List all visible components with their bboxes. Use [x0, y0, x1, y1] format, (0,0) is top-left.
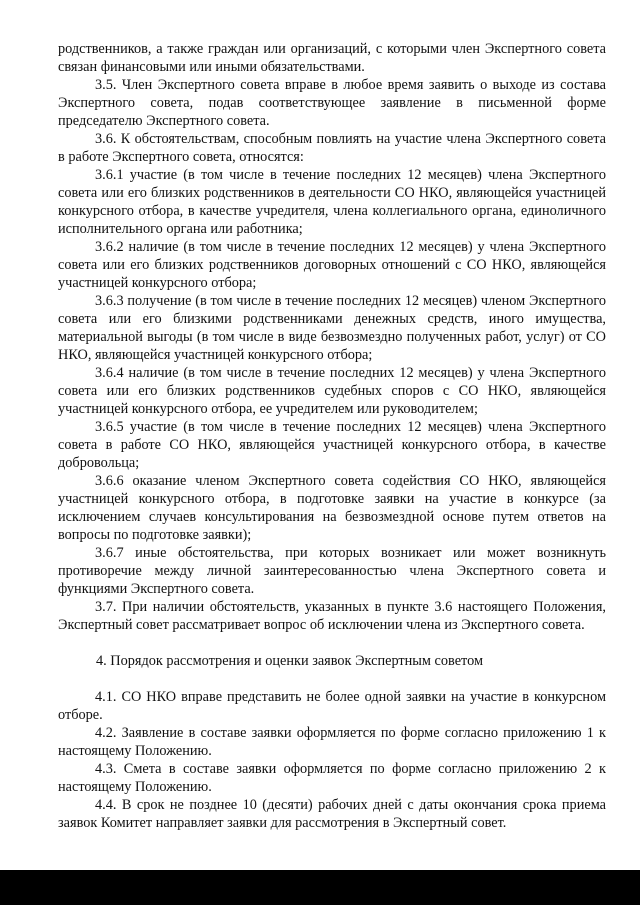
paragraph-3-6-2: 3.6.2 наличие (в том числе в течение последних 12 месяцев) у члена Экспертного совета или его близких родственников договорных отношений с СО НКО, являющейся участницей конкурсного отбора; — [58, 239, 606, 291]
paragraph-4-3: 4.3. Смета в составе заявки оформляется по форме согласно приложению 2 к настоящему Положению. — [58, 761, 606, 795]
paragraph-continuation: родственников, а также граждан или организаций, с которыми член Экспертного совета связан финансовыми или иными обязательствами. — [58, 41, 606, 75]
paragraph-3-6-3: 3.6.3 получение (в том числе в течение последних 12 месяцев) членом Экспертного совета или его близкими родственниками денежных средств, иного имущества, материальной выгоды (в том числе в виде безвозмездно полученных работ, услуг) от СО НКО, являющейся участницей конкурсного отбора; — [58, 293, 606, 363]
paragraph-4-4: 4.4. В срок не позднее 10 (десяти) рабочих дней с даты окончания срока приема заявок Комитет направляет заявки для рассмотрения в Экспертный совет. — [58, 797, 606, 831]
paragraph-3-7: 3.7. При наличии обстоятельств, указанных в пункте 3.6 настоящего Положения, Экспертный совет рассматривает вопрос об исключении члена из Экспертного совета. — [58, 599, 606, 633]
paragraph-4-1: 4.1. СО НКО вправе представить не более одной заявки на участие в конкурсном отборе. — [58, 689, 606, 723]
paragraph-3-6-6: 3.6.6 оказание членом Экспертного совета содействия СО НКО, являющейся участницей конкурсного отбора, в подготовке заявки на участие в конкурсе (за исключением случаев консультирования на безвозмездной основе путем ответов на вопросы по подготовке заявки); — [58, 473, 606, 543]
paragraph-3-5: 3.5. Член Экспертного совета вправе в любое время заявить о выходе из состава Экспертного совета, подав соответствующее заявление в письменной форме председателю Экспертного совета. — [58, 77, 606, 129]
paragraph-3-6-5: 3.6.5 участие (в том числе в течение последних 12 месяцев) члена Экспертного совета в работе СО НКО, являющейся участницей конкурсного отбора, в качестве добровольца; — [58, 419, 606, 471]
paragraph-4-2: 4.2. Заявление в составе заявки оформляется по форме согласно приложению 1 к настоящему Положению. — [58, 725, 606, 759]
document-body — [58, 40, 606, 832]
paragraph-3-6-7: 3.6.7 иные обстоятельства, при которых возникает или может возникнуть противоречие между личной заинтересованностью члена Экспертного совета и функциями Экспертного совета. — [58, 545, 606, 597]
paragraph-3-6: 3.6. К обстоятельствам, способным повлиять на участие члена Экспертного совета в работе Экспертного совета, относятся: — [58, 131, 606, 165]
paragraph-3-6-4: 3.6.4 наличие (в том числе в течение последних 12 месяцев) у члена Экспертного совета или его близких родственников судебных споров с СО НКО, являющейся участницей конкурсного отбора, ее учредителем или руководителем; — [58, 365, 606, 417]
scan-edge-bar — [0, 870, 640, 905]
paragraph-3-6-1: 3.6.1 участие (в том числе в течение последних 12 месяцев) члена Экспертного совета или его близких родственников в деятельности СО НКО, являющейся участницей конкурсного отбора, в качестве учредителя, члена коллегиального органа, единоличного исполнительного органа или работника; — [58, 167, 606, 237]
section-heading-4: 4. Порядок рассмотрения и оценки заявок Экспертным советом — [96, 653, 484, 669]
